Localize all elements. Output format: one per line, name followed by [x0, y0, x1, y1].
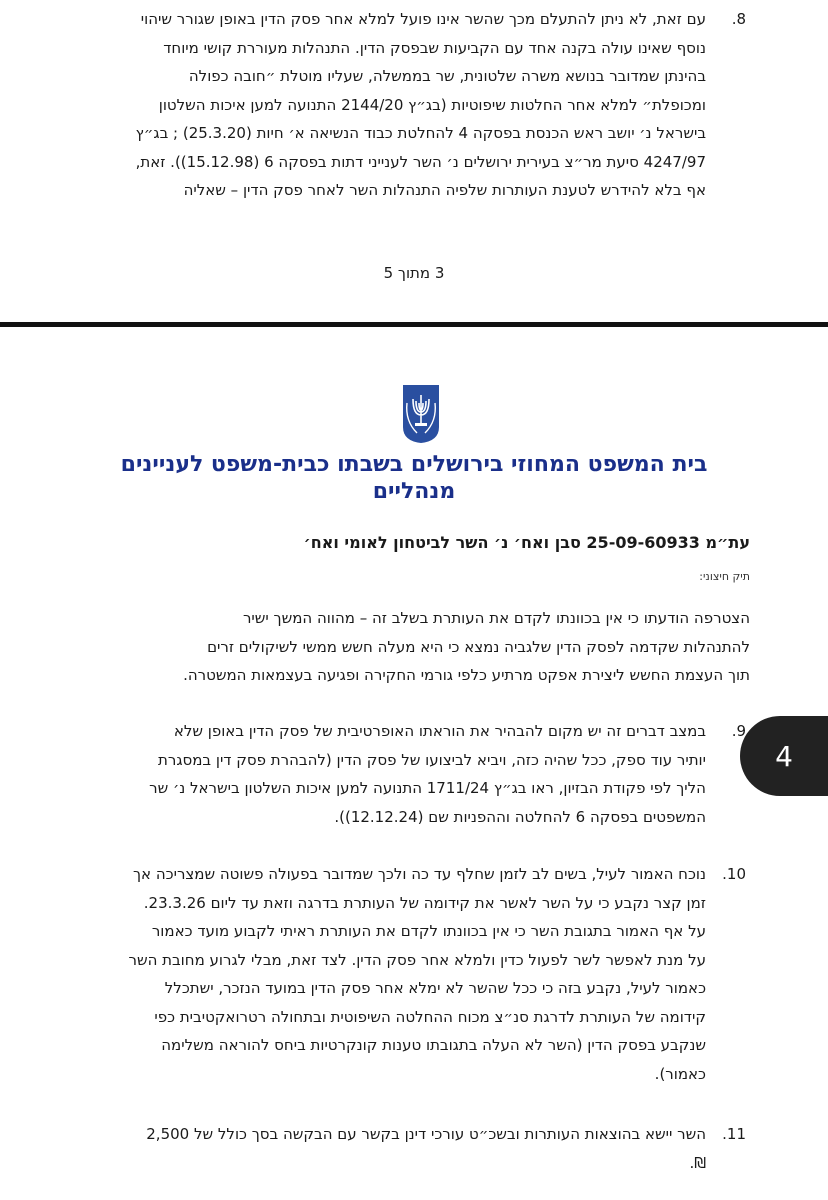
- paragraph-number: .11: [722, 1125, 746, 1143]
- paragraph-line: קידומה של העותרת לדרגת סנ״צ מכוח ההחלטה השיפוטית ובתחולה רטרואקטיבית כפי: [154, 1007, 706, 1026]
- paragraph-number: .8: [731, 10, 746, 28]
- page-number: 3 מתוך 5: [383, 264, 445, 282]
- paragraph-line: ומכופלת״ למלא אחר החלטות שיפוטיות (בג״ץ 2144/20 התנועה למען איכות השלטון: [158, 95, 706, 114]
- paragraph-number: .9: [731, 722, 746, 740]
- paragraph-number: .10: [722, 865, 746, 883]
- court-title-line: מנהליים: [372, 479, 456, 504]
- paragraph-line: אף בלא להידרש לטענת העותרות שלפיה התנהלות השר לאחר פסק הדין – שאליה: [183, 181, 706, 199]
- paragraph-11: [80, 1120, 746, 1177]
- paragraph-10: [80, 860, 746, 1088]
- state-emblem-icon: [401, 383, 441, 445]
- paragraph-line: יותיר עוד ספק, ככל שהיה כזה, ויביא לביצועו של פסק הדין (להבהרת פסק דין במסגרת: [158, 750, 706, 769]
- paragraph-line: בישראל נ׳ יושב ראש הכנסת בפסקה 4 להחלטת כבוד הנשיאה א׳ חיות (25.3.20) ; בג״ץ: [135, 124, 706, 142]
- paragraph-line: כאמור לעיל, נקבע בזה כי ככל שהשר לא ימלא אחר פסק הדין במועד הנזכר, ישתכלל: [164, 979, 706, 997]
- paragraph-line: נוסף שאינו עולה בקנה אחד עם הקביעות שבפסק הדין. התנהלות מעוררת קושי מיוחד: [163, 38, 706, 57]
- paragraph-line: הצטרפה הודעתו כי אין בכוונתו לקדם את העותרת בשלב זה – מהווה המשך ישיר: [242, 609, 750, 627]
- paragraph-line: כאמור).: [654, 1064, 706, 1083]
- paragraph-line: בהינתן שמדובר בנושא משרה שלטונית, שר בממשלה, שעליו מוטלת ״חובה כפולה: [188, 67, 706, 85]
- paragraph-9: [80, 717, 746, 831]
- paragraph-line: זמן קצר נקבע כי על השר לאשר את קידומה של העותרת בדרגה וזאת עד ליום 23.3.26.: [143, 893, 706, 912]
- paragraph-line: על אף האמור בתגובת השר כי אין בכוונתו לקדם את העותרת ראיתי לקבוע מועד כאמור: [151, 922, 706, 940]
- paragraph-line: שנקבע בפסק הדין (השר לא העלה בתגובתו טענות קונקרטיות ביחס להוראה משלימה: [161, 1036, 706, 1054]
- court-title: [120, 451, 708, 505]
- external-file-label: תיק חיצוני:: [699, 570, 750, 583]
- paragraph-8: [80, 5, 746, 205]
- paragraph-line: תוך העצמת החשש ליצירת אפקט מרתיע כלפי גורמי החקירה ופגיעה בעצמאות המשטרה.: [183, 666, 750, 684]
- paragraph-line: 4247/97 סיעת מר״צ בעירית ירושלים נ׳ השר לענייני דתות בפסקה 6 (15.12.98)). זאת,: [135, 152, 706, 171]
- paragraph-line: על מנת לאפשר לשר לפעול כדין ולמלא אחר פסק הדין. לצד זאת, מבלי לגרוע מחובת השר: [128, 950, 706, 969]
- page-tab-badge[interactable]: 4: [740, 716, 828, 796]
- court-title-line: בית המשפט המחוזי בירושלים בשבתו כבית-משפט לעניינים: [120, 452, 708, 477]
- paragraph-line: המשפטים בפסקה 6 להחלטה וההפניות שם (12.12.24)).: [334, 807, 706, 826]
- paragraph-line: ₪.: [689, 1153, 706, 1172]
- paragraph-line: עם זאת, לא ניתן להתעלם מכך שהשר אינו פועל למלא אחר פסק הדין באופן שגורר שיהוי: [140, 10, 706, 28]
- page-3-fragment: [0, 0, 828, 322]
- page-divider: [0, 322, 828, 327]
- case-title: עת״מ 25-09-60933 סבן ואח׳ נ׳ השר לביטחון לאומי ואח׳: [303, 533, 750, 552]
- paragraph-line: השר יישא בהוצאות העותרות ובשכ״ט עורכי דינן בקשר עם הבקשה בסך כולל של 2,500: [146, 1125, 706, 1143]
- continuation-paragraph: [80, 604, 750, 690]
- paragraph-line: נוכח האמור לעיל, בשים לב לזמן שחלף עד כה ולכך שמדובר בפעולה פשוטה שמצריכה אך: [133, 865, 706, 883]
- paragraph-line: במצב דברים זה יש מקום להבהיר את הוראתו האופרטיבית של פסק הדין באופן שלא: [173, 722, 706, 740]
- paragraph-line: להתנהלות שקדמה לפסק הדין שלגביה נמצא כי היא מעלה חשש ממשי לשיקולים זרים: [207, 637, 750, 656]
- paragraph-line: הליך לפי פקודת הבזיון, ראו בג״ץ 1711/24 התנועה למען איכות השלטון בישראל נ׳ שר: [149, 779, 706, 797]
